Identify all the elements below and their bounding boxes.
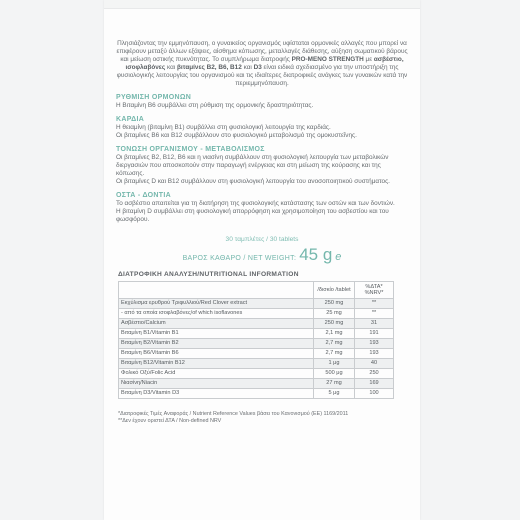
- section-body: [116, 200, 408, 224]
- table-row: [119, 319, 394, 329]
- section-body: [116, 124, 408, 140]
- nutrient-nrv: 169: [355, 379, 394, 389]
- nutrient-name: Εκχύλισμα ερυθρού Τριφυλλιού/Red Clover extract: [119, 299, 314, 309]
- nutrient-name: - από τα οποία ισοφλαβόνες/of which isoflavones: [119, 309, 314, 319]
- nutrient-name: Βιταμίνη Β2/Vitamin B2: [119, 339, 314, 349]
- intro-ingredients-1: ασβέστιο, ισοφλαβόνες: [125, 56, 404, 71]
- section-body: [116, 102, 408, 110]
- section-title: ΤΟΝΩΣΗ ΟΡΓΑΝΙΣΜΟΥ - ΜΕΤΑΒΟΛΙΣΜΟΣ: [116, 146, 265, 153]
- footnote-non-defined: **Δεν έχουν οριστεί ΔΤΑ / Non-defined NRV: [118, 418, 222, 424]
- nutrient-nrv: 40: [355, 359, 394, 369]
- tablet-count: 30 ταμπλέτες / 30 tablets: [225, 236, 299, 243]
- nutrient-nrv: 31: [355, 319, 394, 329]
- nutrient-nrv: **: [355, 309, 394, 319]
- table-row: [119, 329, 394, 339]
- nutrient-amount: 1 μg: [314, 359, 355, 369]
- nutrient-nrv: 100: [355, 389, 394, 399]
- header-per-tablet: /δισκίο /tablet: [314, 282, 355, 299]
- nutrient-name: Βιταμίνη D3/Vitamin D3: [119, 389, 314, 399]
- nutrient-amount: 2,7 mg: [314, 349, 355, 359]
- intro-text-2: με: [365, 56, 373, 63]
- section-title: ΡΥΘΜΙΣΗ ΟΡΜΟΝΩΝ: [116, 94, 192, 101]
- table-row: [119, 379, 394, 389]
- net-weight: [116, 245, 408, 265]
- nutrient-amount: 250 mg: [314, 319, 355, 329]
- intro-text-4: και: [243, 64, 252, 71]
- nutrient-amount: 27 mg: [314, 379, 355, 389]
- table-row: [119, 309, 394, 319]
- section-line: Η βιταμίνη D συμβάλλει στη φυσιολογική απορρόφηση και χρησιμοποίηση του ασβεστίου και του φωσφόρου.: [116, 208, 389, 223]
- nutrient-amount: 5 μg: [314, 389, 355, 399]
- nutrient-nrv: 191: [355, 329, 394, 339]
- nutrient-amount: 2,7 mg: [314, 339, 355, 349]
- intro-text-3: και: [166, 64, 176, 71]
- nutrition-table: [118, 281, 394, 399]
- nutrient-nrv: 193: [355, 349, 394, 359]
- label-content: [116, 40, 408, 425]
- section-line: Οι βιταμίνες Β2, Β12, Β6 και η νιασίνη συμβάλλουν στη φυσιολογική λειτουργία των μεταβολικών διεργασιών που αποσκοπούν στην παραγωγή ενέργειας και στη μείωση της κούρασης και της κόπωσης.: [116, 154, 389, 177]
- section-line: Η θειαμίνη (βιταμίνη Β1) συμβάλλει στη φυσιολογική λειτουργία της καρδιάς.: [116, 124, 331, 131]
- section-line: Οι βιταμίνες D και Β12 συμβάλλουν στη φυσιολογική λειτουργία του ανοσοποιητικού συστήματος.: [116, 178, 390, 185]
- nutrient-nrv: **: [355, 299, 394, 309]
- net-weight-label: ΒΑΡΟΣ ΚΑΘΑΡΟ / NET WEIGHT:: [182, 255, 297, 262]
- nutrient-name: Νιασίνη/Niacin: [119, 379, 314, 389]
- intro-text-5: είναι ειδικά σχεδιασμένο για την υποστήριξη της φυσιολογικής λειτουργίας του οργανισμού και τις ιδιαίτερες διατροφικές ανάγκες των γυναικών κατά την περιεμμηνόπαυση.: [116, 64, 408, 87]
- section-bones-teeth: [116, 192, 408, 224]
- section-heart: [116, 116, 408, 140]
- header-name: [119, 282, 314, 299]
- table-row: [119, 299, 394, 309]
- section-title: ΚΑΡΔΙΑ: [116, 116, 145, 123]
- nutrient-nrv: 193: [355, 339, 394, 349]
- nutrient-amount: 2,1 mg: [314, 329, 355, 339]
- section-body: [116, 154, 408, 186]
- header-nrv: %ΔΤΑ* %NRV*: [355, 282, 394, 299]
- nutrient-name: Βιταμίνη Β1/Vitamin B1: [119, 329, 314, 339]
- nutrient-name: Βιταμίνη Β6/Vitamin B6: [119, 349, 314, 359]
- package-info: [116, 236, 408, 265]
- net-weight-value: 45 g: [299, 245, 333, 264]
- table-row: [119, 369, 394, 379]
- intro-ingredients-2: βιταμίνες Β2, Β6, Β12: [176, 64, 242, 71]
- nutrient-name: Βιταμίνη Β12/Vitamin B12: [119, 359, 314, 369]
- section-title: ΟΣΤΑ - ΔΟΝΤΙΑ: [116, 192, 171, 199]
- table-row: [119, 359, 394, 369]
- table-row: [119, 349, 394, 359]
- intro-text-1: Πλησιάζοντας την εμμηνόπαυση, ο γυναικείος οργανισμός υφίσταται ορμονικές αλλαγές που μπορεί να επιφέρουν μεταξύ άλλων εξάψεις, αίσθημα κόπωσης, μεταλλαγές διάθεσης, αύξηση σωματικού βάρους και μείωση οστικής πυκνότητας. Το συμπλήρωμα διατροφής: [116, 40, 408, 63]
- nutrient-name: Φολικό Οξύ/Folic Acid: [119, 369, 314, 379]
- nutrition-title: ΔΙΑΤΡΟΦΙΚΗ ΑΝΑΛΥΣΗ/NUTRITIONAL INFORMATION: [118, 271, 299, 278]
- section-line: Οι βιταμίνες Β6 και Β12 συμβάλλουν στο φυσιολογικό μεταβολισμό της ομοκυστεΐνης.: [116, 132, 357, 139]
- package-back-panel: [104, 0, 420, 520]
- nutrient-amount: 500 μg: [314, 369, 355, 379]
- table-row: [119, 339, 394, 349]
- brand-name: PRO-MENO STRENGTH: [291, 56, 364, 63]
- nutrient-amount: 250 mg: [314, 299, 355, 309]
- section-metabolism: [116, 146, 408, 186]
- estimated-sign-icon: e: [335, 251, 342, 263]
- footnotes: [116, 411, 408, 425]
- section-line: Το ασβέστιο απαιτείται για τη διατήρηση της φυσιολογικής κατάστασης των οστών και των δοντιών.: [116, 200, 395, 207]
- section-line: Η Βιταμίνη Β6 συμβάλλει στη ρύθμιση της ορμονικής δραστηριότητας.: [116, 102, 314, 109]
- footnote-nrv: *Διατροφικές Τιμές Αναφοράς / Nutrient Reference Values βάσει του Κανονισμού (ΕΕ) 1169/2011: [118, 411, 349, 417]
- intro-paragraph: [116, 40, 408, 88]
- nutrient-amount: 25 mg: [314, 309, 355, 319]
- nutrient-nrv: 250: [355, 369, 394, 379]
- nutrient-name: Ασβέστιο/Calcium: [119, 319, 314, 329]
- section-hormones: [116, 94, 408, 110]
- intro-ingredients-3: D3: [253, 64, 262, 71]
- table-row: [119, 389, 394, 399]
